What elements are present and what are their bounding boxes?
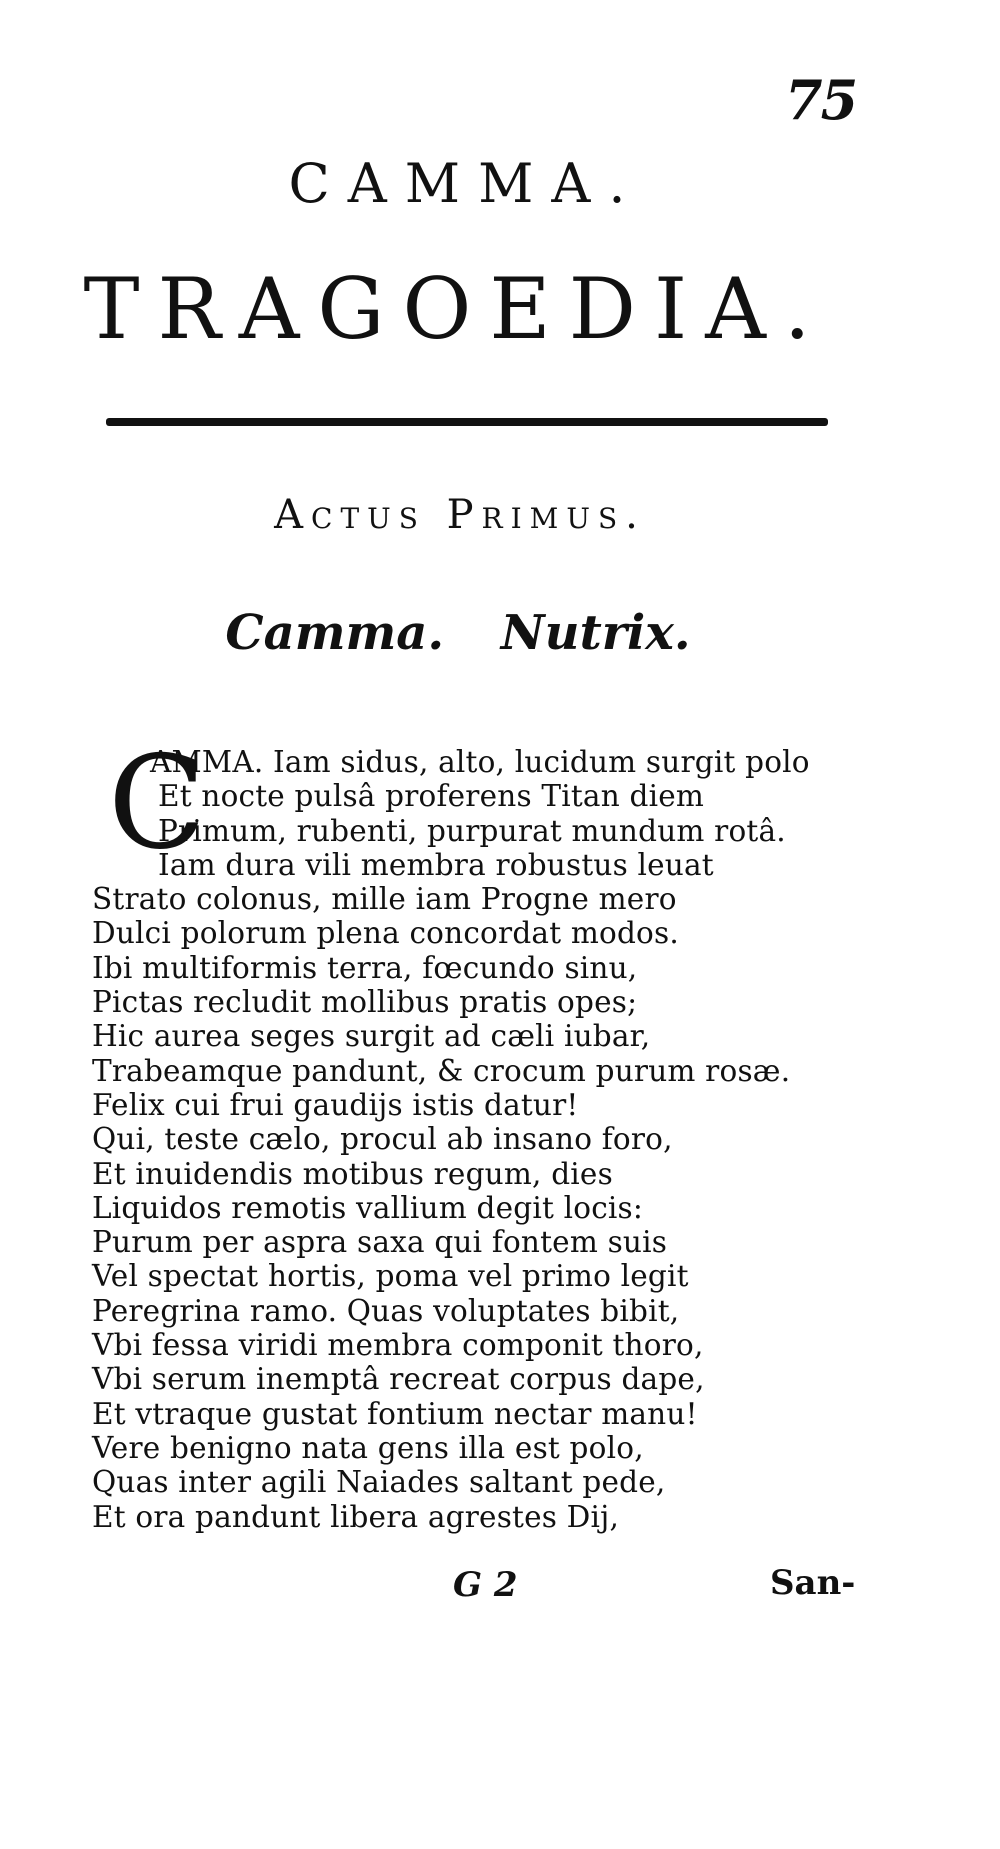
catchword: San- bbox=[770, 1563, 856, 1603]
signature-mark: G 2 bbox=[453, 1565, 518, 1605]
act-heading: Actus Primus. bbox=[274, 492, 646, 538]
verse-block bbox=[92, 729, 872, 1534]
verse-line: Et inuidendis motibus regum, dies bbox=[92, 1156, 613, 1191]
verse-line: Vbi fessa viridi membra componit thoro, bbox=[92, 1328, 704, 1363]
page-number: 75 bbox=[785, 68, 857, 132]
verse-line: Primum, rubenti, purpurat mundum rotâ. bbox=[158, 813, 786, 848]
verse-line: Vbi serum inemptâ recreat corpus dape, bbox=[92, 1362, 705, 1397]
verse-line: Dulci polorum plena concordat modos. bbox=[92, 916, 679, 951]
verse-line: Vel spectat hortis, poma vel primo legit bbox=[92, 1259, 689, 1294]
verse-line: Quas inter agili Naiades saltant pede, bbox=[92, 1465, 666, 1500]
verse-line: Liquidos remotis vallium degit locis: bbox=[92, 1190, 644, 1225]
verse-line: Vere benigno nata gens illa est polo, bbox=[92, 1430, 644, 1465]
dramatis-personae: Camma. Nutrix. bbox=[225, 605, 691, 661]
verse-line: Purum per aspra saxa qui fontem suis bbox=[92, 1225, 668, 1260]
verse-line: Peregrina ramo. Quas voluptates bibit, bbox=[92, 1293, 680, 1328]
play-title: CAMMA. bbox=[288, 152, 644, 215]
verse-line: Et nocte pulsâ proferens Titan diem bbox=[158, 779, 705, 814]
verse-line: Et vtraque gustat fontium nectar manu! bbox=[92, 1396, 698, 1431]
verse-line: Qui, teste cælo, procul ab insano foro, bbox=[92, 1122, 673, 1157]
verse-line: AMMA. Iam sidus, alto, lucidum surgit polo bbox=[150, 745, 810, 779]
drop-cap: C bbox=[108, 729, 206, 878]
horizontal-rule bbox=[106, 418, 828, 426]
verse-line: Trabeamque pandunt, & crocum purum rosæ. bbox=[92, 1053, 791, 1088]
verse-line: Ibi multiformis terra, fœcundo sinu, bbox=[92, 950, 638, 985]
play-subtitle: TRAGOEDIA. bbox=[83, 260, 829, 358]
verse-line: Hic aurea seges surgit ad cæli iubar, bbox=[92, 1019, 651, 1054]
verse-line: Iam dura vili membra robustus leuat bbox=[158, 847, 714, 882]
verse-line: Et ora pandunt libera agrestes Dij, bbox=[92, 1499, 620, 1534]
verse-line: Felix cui frui gaudijs istis datur! bbox=[92, 1087, 579, 1122]
verse-line: Pictas recludit mollibus pratis opes; bbox=[92, 985, 638, 1020]
verse-line: Strato colonus, mille iam Progne mero bbox=[92, 882, 677, 917]
